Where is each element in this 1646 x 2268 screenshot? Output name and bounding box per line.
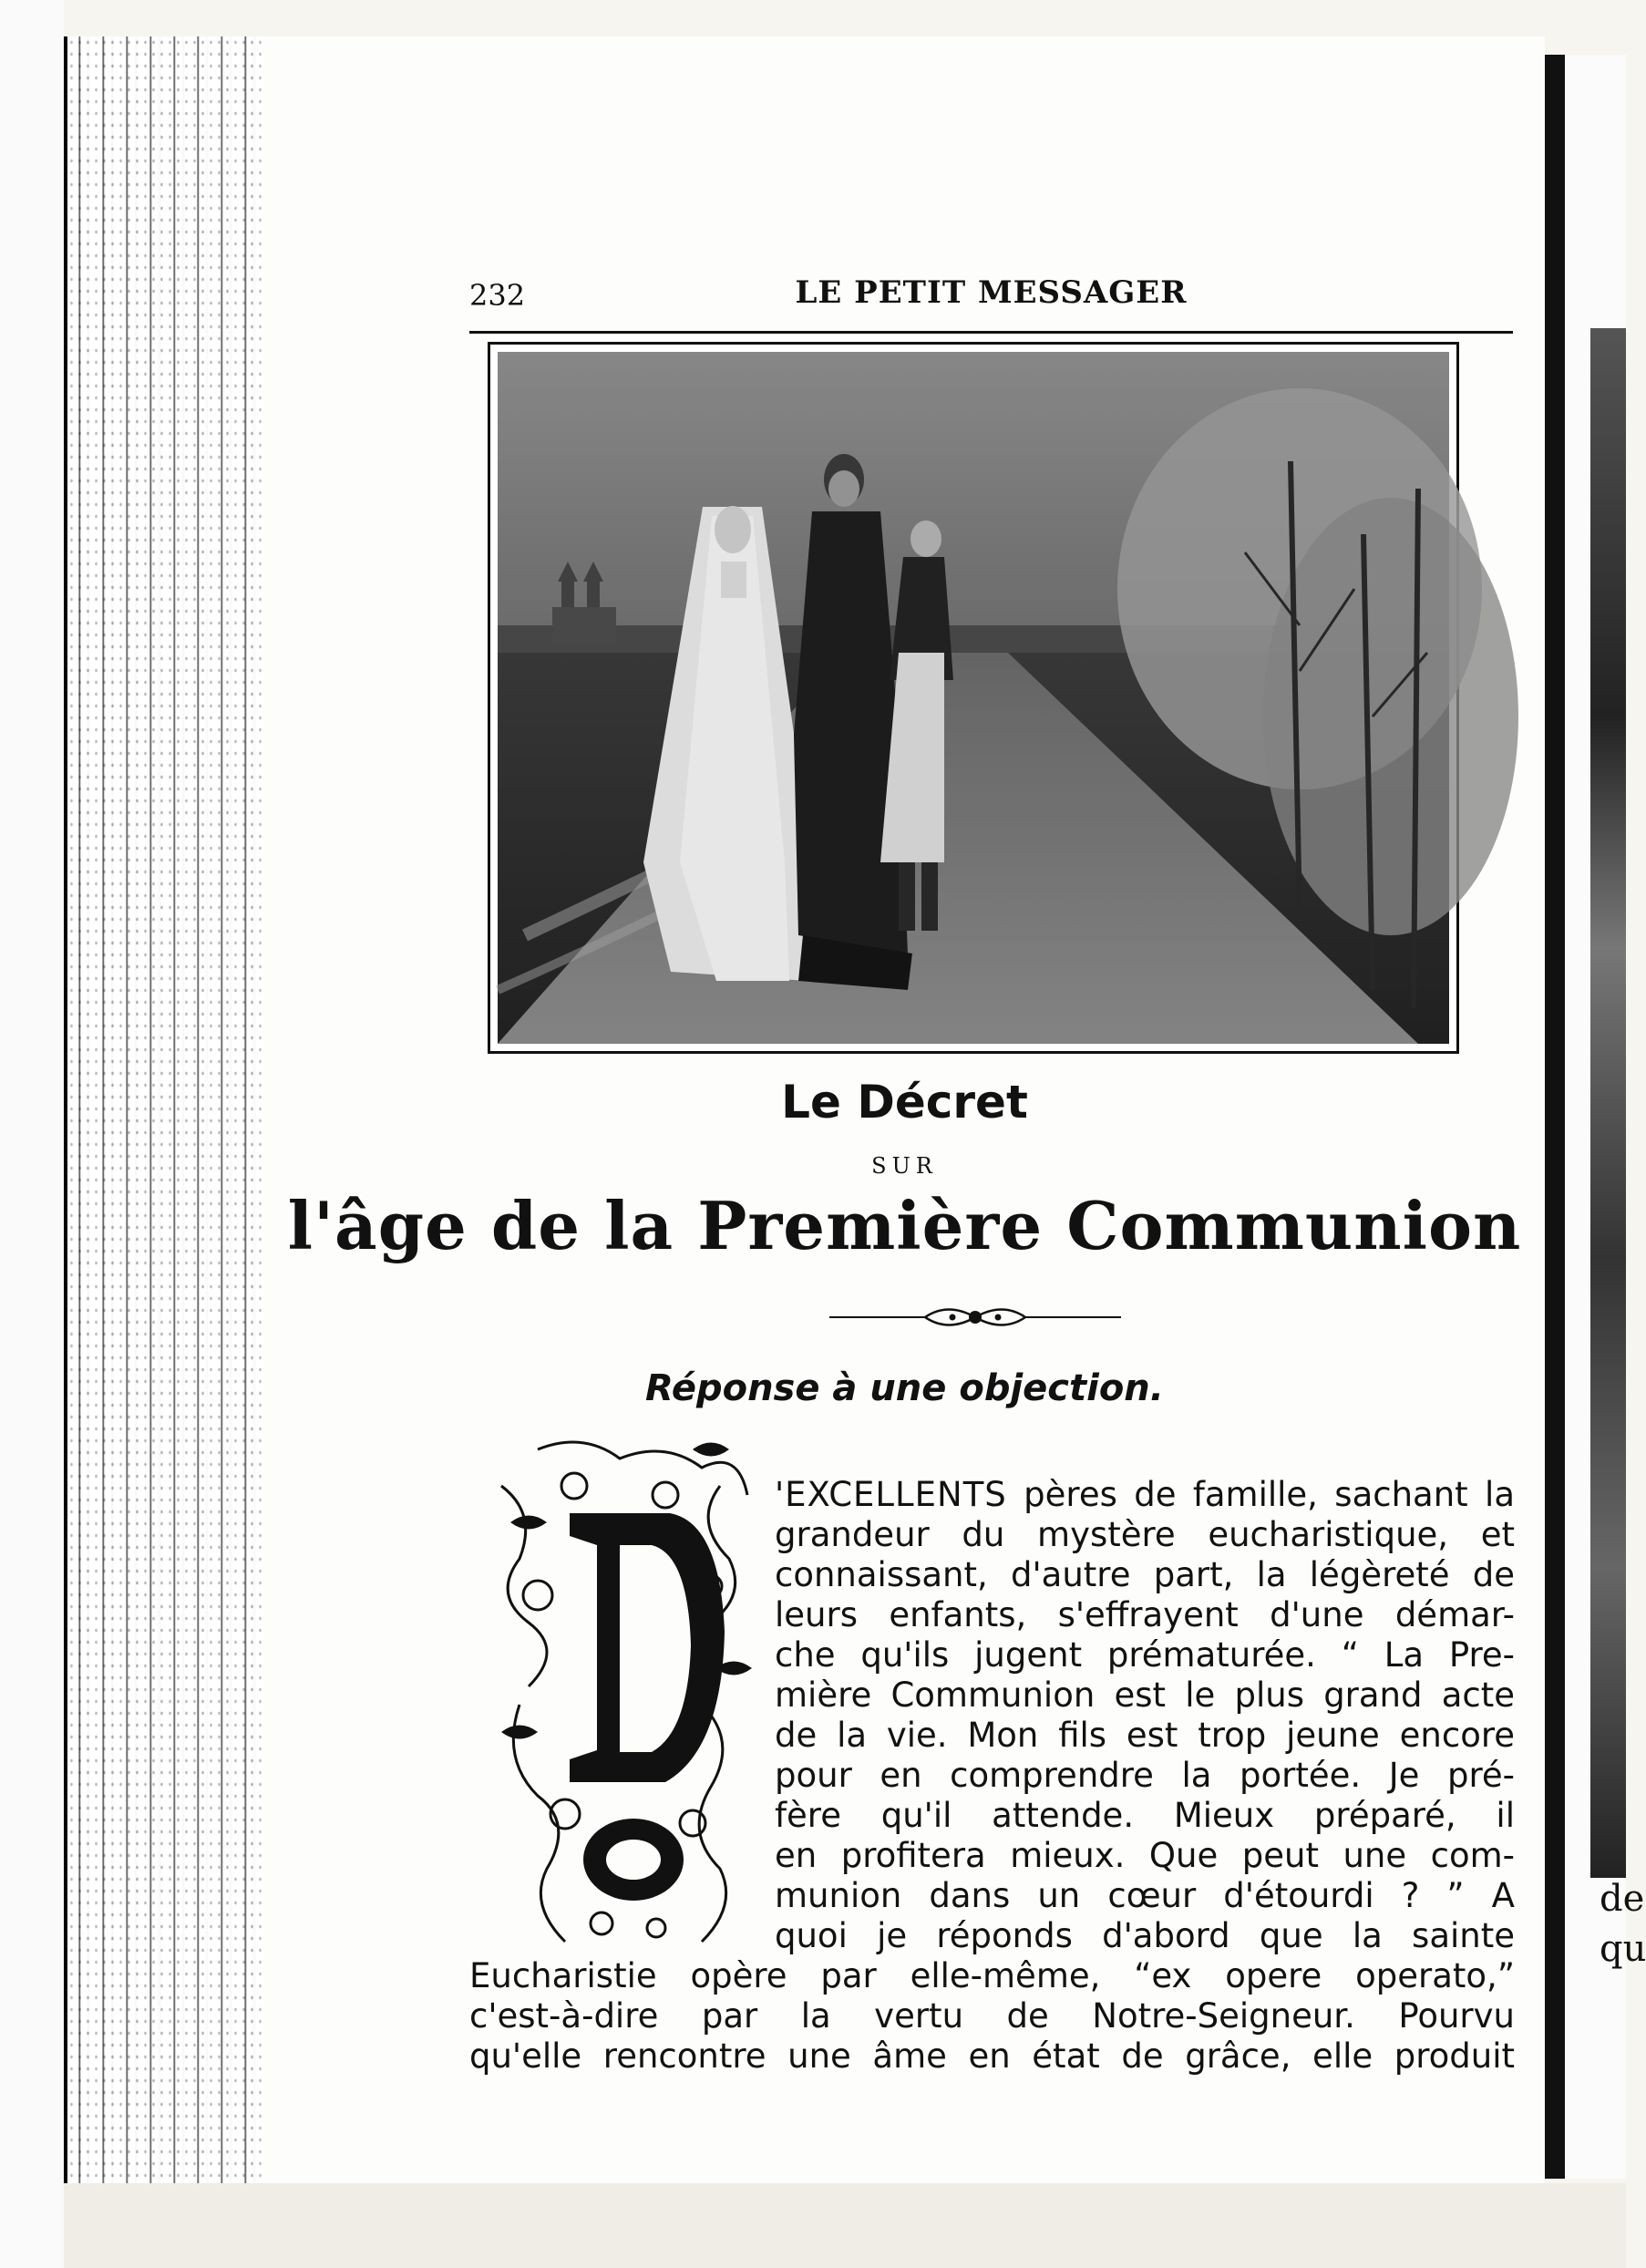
book-page xyxy=(264,36,1545,2183)
ornament-divider-icon xyxy=(829,1294,1121,1340)
body-text-line: quoi je réponds d'abord que la sainte xyxy=(775,1916,1515,1955)
ornamental-dropcap-icon xyxy=(483,1431,756,1960)
body-text-line: de la vie. Mon fils est trop jeune encore xyxy=(775,1716,1515,1755)
scan-margin-left xyxy=(0,0,64,2268)
facing-page-fragment: qu xyxy=(1600,1928,1646,1970)
page-number: 232 xyxy=(469,278,526,313)
body-text-line: en profitera mieux. Que peut une com- xyxy=(775,1836,1515,1875)
body-text-line: munion dans un cœur d'étourdi ? ” A xyxy=(775,1876,1515,1915)
body-text-line: pour en comprendre la portée. Je pré- xyxy=(775,1756,1515,1795)
body-text-line: mière Communion est le plus grand acte xyxy=(775,1675,1515,1715)
photograph-first-communion-procession-icon xyxy=(498,352,1449,1044)
photograph-frame xyxy=(488,342,1459,1054)
article-title: Le Décret xyxy=(781,1076,1028,1129)
body-text-line: che qu'ils jugent prématurée. “ La Pre- xyxy=(775,1635,1515,1675)
body-text-line: c'est-à-dire par la vertu de Notre-Seigneur. Pourvu xyxy=(469,1996,1515,2036)
body-text-line: grandeur du mystère eucharistique, et xyxy=(775,1515,1515,1554)
book-page-edges xyxy=(64,36,268,2183)
body-text-line: Eucharistie opère par elle-même, “ex opere operato,” xyxy=(469,1956,1515,1995)
body-text-line: leurs enfants, s'effrayent d'une démar- xyxy=(775,1595,1515,1634)
facing-page-fragment: de xyxy=(1600,1878,1645,1920)
article-title-blackletter: l'âge de la Première Communion xyxy=(287,1187,1522,1264)
header-rule xyxy=(469,331,1513,334)
facing-page-photo xyxy=(1590,328,1626,1878)
scan-margin-bottom xyxy=(64,2183,1626,2268)
body-text-line: qu'elle rencontre une âme en état de grâce, elle produit xyxy=(469,2036,1515,2076)
book-gutter xyxy=(1545,55,1565,2179)
title-connector: SUR xyxy=(871,1153,938,1179)
body-text-line: 'EXCELLENTS pères de famille, sachant la xyxy=(775,1475,1516,1514)
running-head xyxy=(469,242,1513,333)
opening-smallcaps: 'EXCELLENTS xyxy=(775,1475,1007,1514)
body-text-line: fère qu'il attende. Mieux préparé, il xyxy=(775,1796,1515,1835)
running-title: LE PETIT MESSAGER xyxy=(795,274,1188,311)
body-text-line: connaissant, d'autre part, la légèreté de xyxy=(775,1555,1515,1594)
article-subtitle: Réponse à une objection. xyxy=(645,1367,1164,1409)
